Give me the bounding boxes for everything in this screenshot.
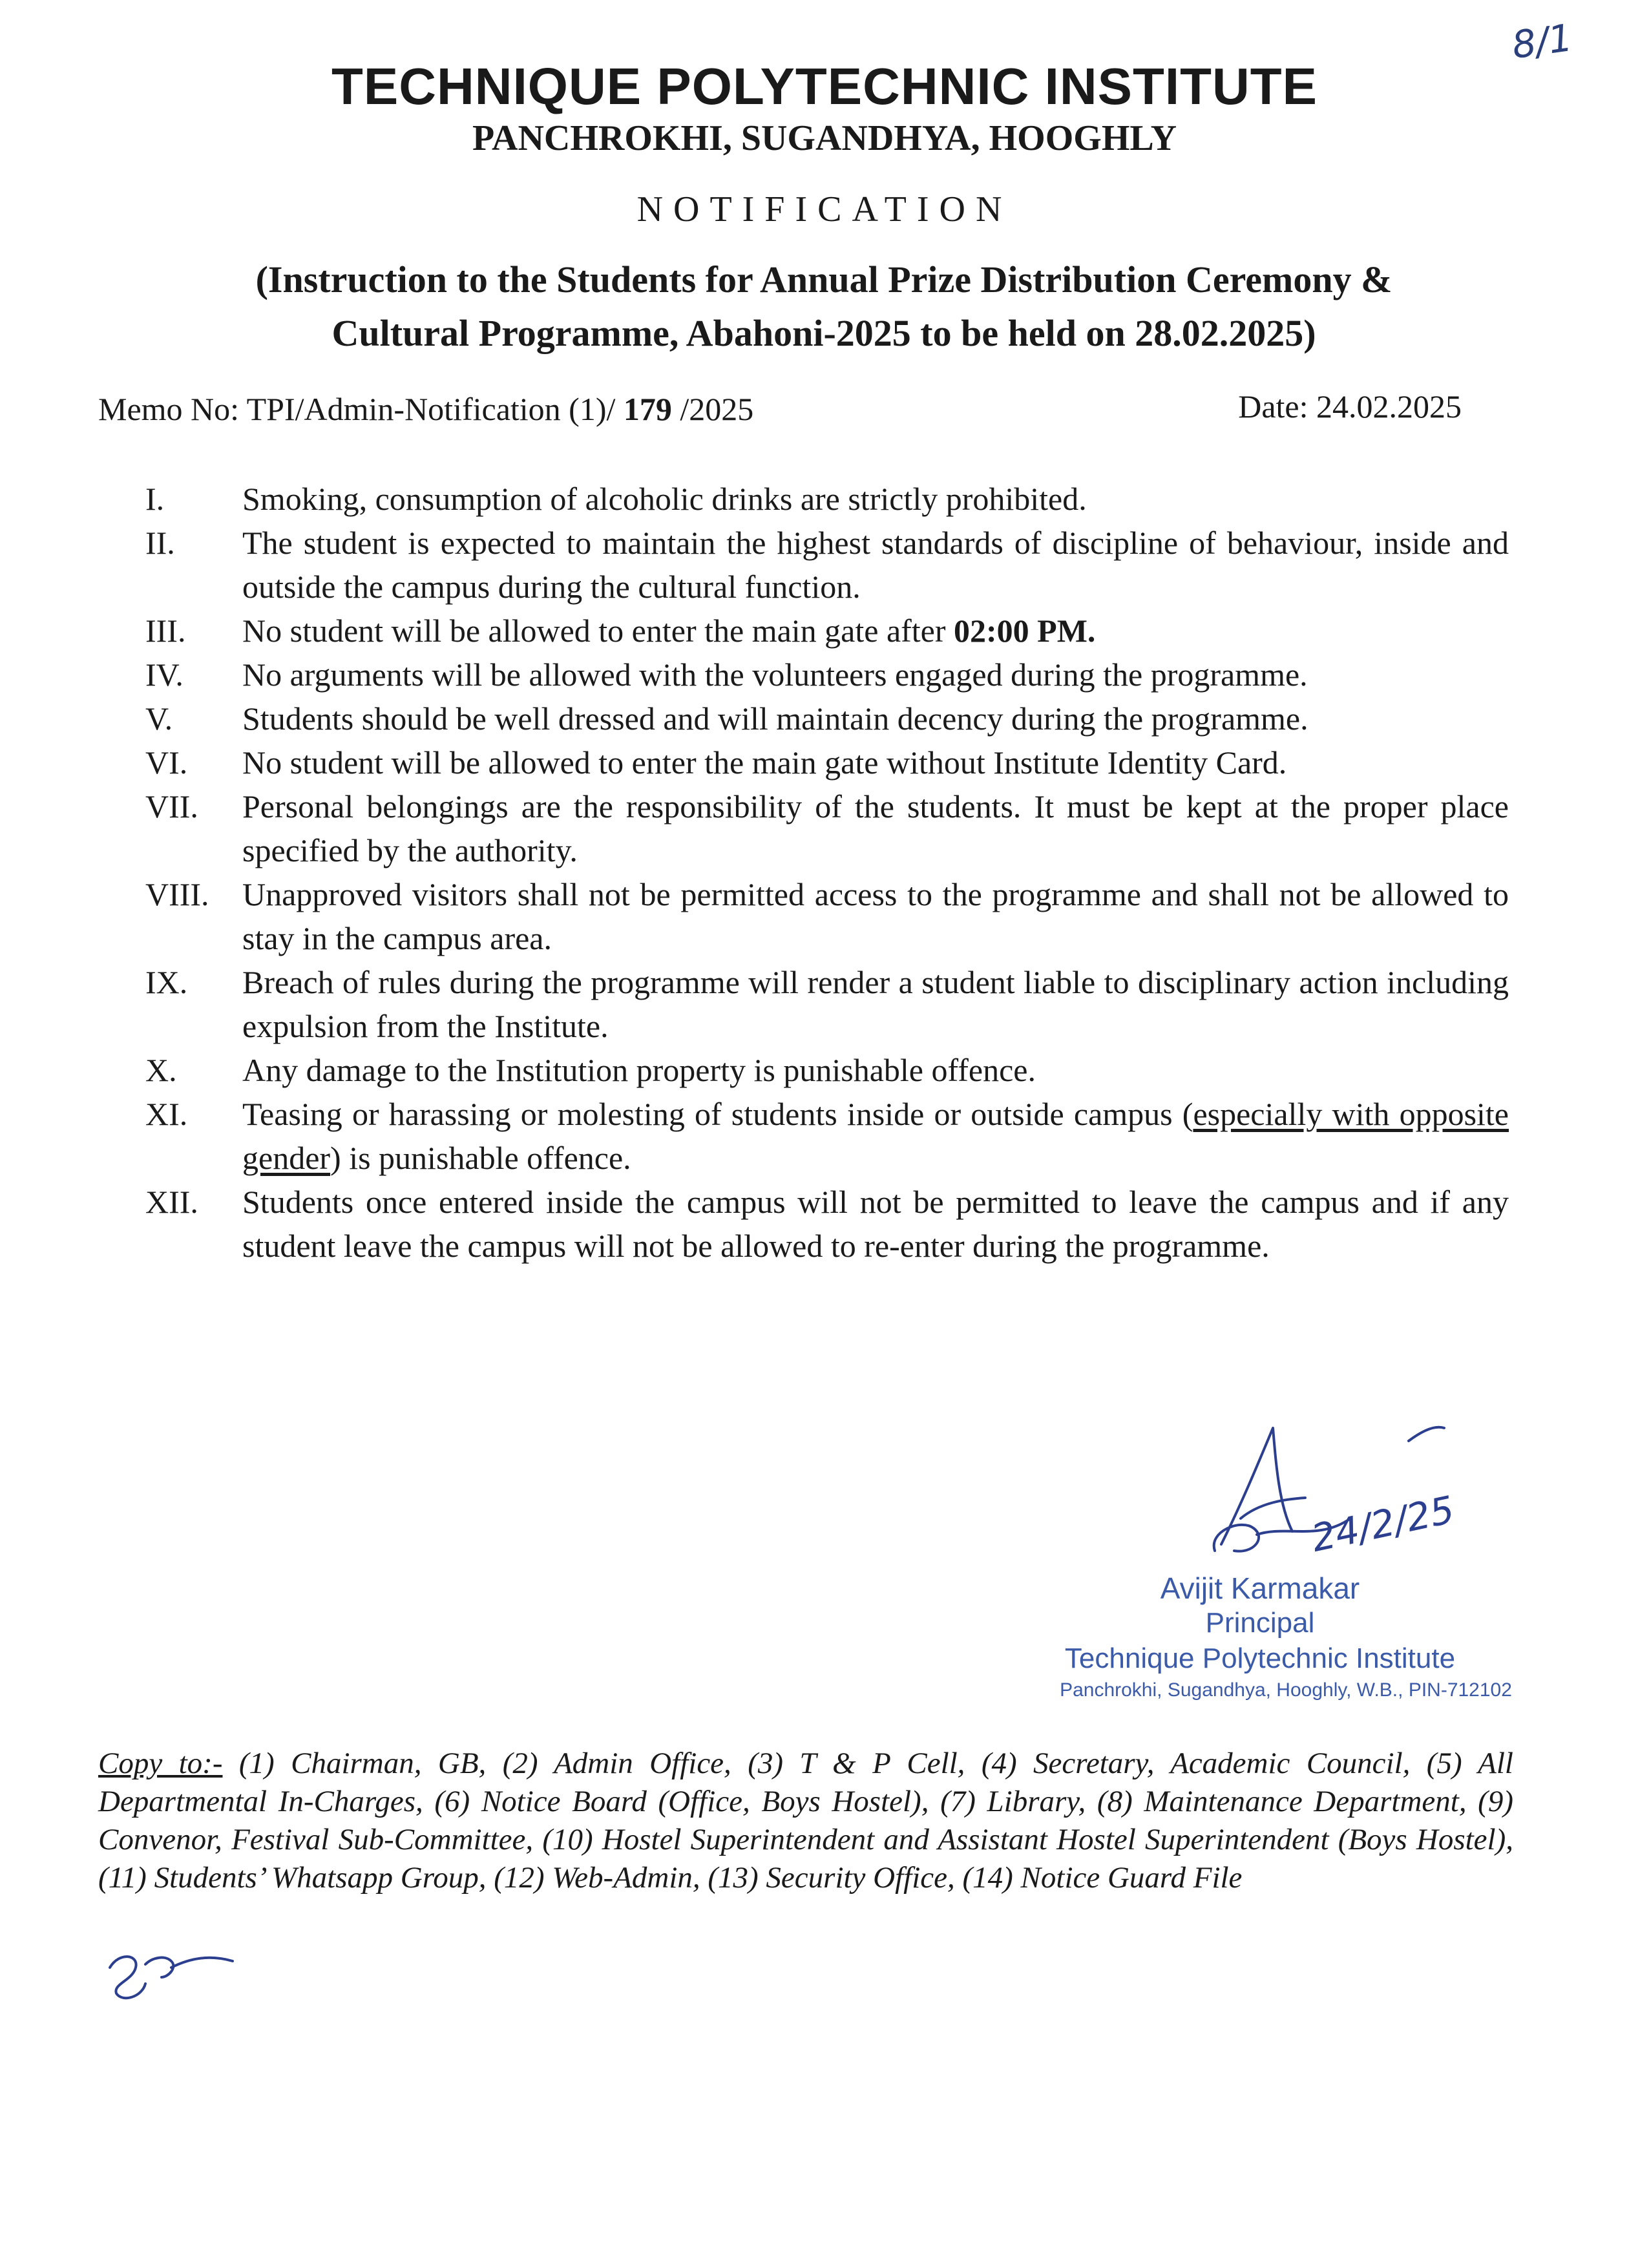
institute-address: PANCHROKHI, SUGANDHYA, HOOGHLY bbox=[472, 118, 1177, 158]
signatory-title: Principal bbox=[1205, 1607, 1315, 1639]
subject-line-2: Cultural Programme, Abahoni-2025 to be held on 28.02.2025) bbox=[331, 311, 1316, 354]
underlined-phrase: especially with opposite gender bbox=[242, 1096, 1509, 1176]
rule-item bbox=[145, 960, 1509, 1048]
rule-item bbox=[145, 1048, 1509, 1092]
copy-to-label: Copy to:- bbox=[98, 1747, 223, 1780]
rule-text-main: No student will be allowed to enter the main gate after bbox=[242, 613, 954, 649]
memo-number bbox=[98, 390, 753, 428]
rule-text: Students should be well dressed and will maintain decency during the programme. bbox=[242, 700, 1308, 737]
signatory-institute: Technique Polytechnic Institute bbox=[1064, 1643, 1456, 1674]
handwritten-page-mark: 8/1 bbox=[1509, 15, 1575, 68]
rule-number: I. bbox=[145, 481, 165, 517]
rule-item bbox=[145, 1092, 1509, 1180]
institute-name: TECHNIQUE POLYTECHNIC INSTITUTE bbox=[331, 58, 1318, 115]
copy-to-list bbox=[98, 1745, 1513, 1897]
rule-item bbox=[145, 872, 1509, 960]
rule-text: Students once entered inside the campus will not be permitted to leave the campus and if any student leave the campus will not be allowed to re-enter during the programme. bbox=[242, 1184, 1509, 1264]
rule-text: No arguments will be allowed with the volunteers engaged during the programme. bbox=[242, 656, 1308, 693]
rule-number: II. bbox=[145, 525, 175, 561]
rule-number: VIII. bbox=[145, 876, 209, 912]
rule-text: Unapproved visitors shall not be permitted access to the programme and shall not be allowed to stay in the campus area. bbox=[242, 876, 1509, 956]
subject-line-1: (Instruction to the Students for Annual Prize Distribution Ceremony & bbox=[255, 258, 1392, 300]
rule-text: Breach of rules during the programme will render a student liable to disciplinary action including expulsion from the Institute. bbox=[242, 964, 1509, 1044]
notification-subject bbox=[129, 253, 1518, 361]
rule-text: Smoking, consumption of alcoholic drinks are strictly prohibited. bbox=[242, 481, 1087, 517]
rule-text: No student will be allowed to enter the main gate without Institute Identity Card. bbox=[242, 744, 1287, 781]
memo-date: Date: 24.02.2025 bbox=[1238, 388, 1462, 425]
signature-date: 24/2/25 bbox=[1307, 1487, 1458, 1560]
memo-suffix: /2025 bbox=[671, 391, 754, 427]
rule-item bbox=[145, 697, 1509, 740]
memo-prefix: Memo No: TPI/Admin-Notification (1)/ bbox=[98, 391, 624, 427]
notification-heading: NOTIFICATION bbox=[636, 189, 1013, 229]
rule-number: VI. bbox=[145, 744, 188, 781]
rule-text: Personal belongings are the responsibility of the students. It must be kept at the proper place specified by the authority. bbox=[242, 788, 1509, 868]
copy-to-recipients: (1) Chairman, GB, (2) Admin Office, (3) T & P Cell, (4) Secretary, Academic Council, (5) All Departmental In-Charges, (6) Notice Board (Office, Boys Hostel), (7) Library, (8) Maintenance Department, (9) Convenor, Festival Sub-Committee, (10) Hostel Superintendent and Assistant Hostel Superintendent (Boys Hostel), (11) Students’ Whatsapp Group, (12) Web-Admin, (13) Security Office, (14) Notice Guard File bbox=[98, 1747, 1513, 1895]
memo-serial: 179 bbox=[623, 391, 672, 427]
rule-text bbox=[242, 1092, 1509, 1180]
rule-item bbox=[145, 1180, 1509, 1268]
rule-number: V. bbox=[145, 700, 173, 737]
rule-item bbox=[145, 521, 1509, 609]
rule-number: VII. bbox=[145, 788, 198, 824]
gate-closing-time: 02:00 PM. bbox=[954, 613, 1096, 649]
rule-item bbox=[145, 477, 1509, 521]
rule-text bbox=[242, 609, 1509, 653]
rule-text-before: Teasing or harassing or molesting of students inside or outside campus ( bbox=[242, 1096, 1193, 1132]
rule-number: XI. bbox=[145, 1096, 188, 1132]
handwritten-initials bbox=[100, 1938, 249, 2010]
signatory-name: Avijit Karmakar bbox=[1160, 1571, 1360, 1605]
rule-item bbox=[145, 740, 1509, 784]
rule-number: IX. bbox=[145, 964, 188, 1000]
rule-number: IV. bbox=[145, 656, 184, 693]
rules-list bbox=[145, 477, 1509, 1268]
rule-text: The student is expected to maintain the highest standards of discipline of behaviour, inside and outside the campus during the cultural function. bbox=[242, 525, 1509, 605]
rule-item bbox=[145, 784, 1509, 872]
rule-item bbox=[145, 653, 1509, 697]
signatory-address: Panchrokhi, Sugandhya, Hooghly, W.B., PIN-712102 bbox=[1060, 1679, 1512, 1701]
rule-text: Any damage to the Institution property is punishable offence. bbox=[242, 1052, 1036, 1088]
rule-item bbox=[145, 609, 1509, 653]
principal-signature bbox=[1195, 1422, 1518, 1577]
rule-number: X. bbox=[145, 1052, 177, 1088]
signature-stamp bbox=[969, 1570, 1551, 1703]
rule-number: III. bbox=[145, 613, 186, 649]
rule-number: XII. bbox=[145, 1184, 198, 1220]
rule-text-after: ) is punishable offence. bbox=[330, 1140, 631, 1176]
